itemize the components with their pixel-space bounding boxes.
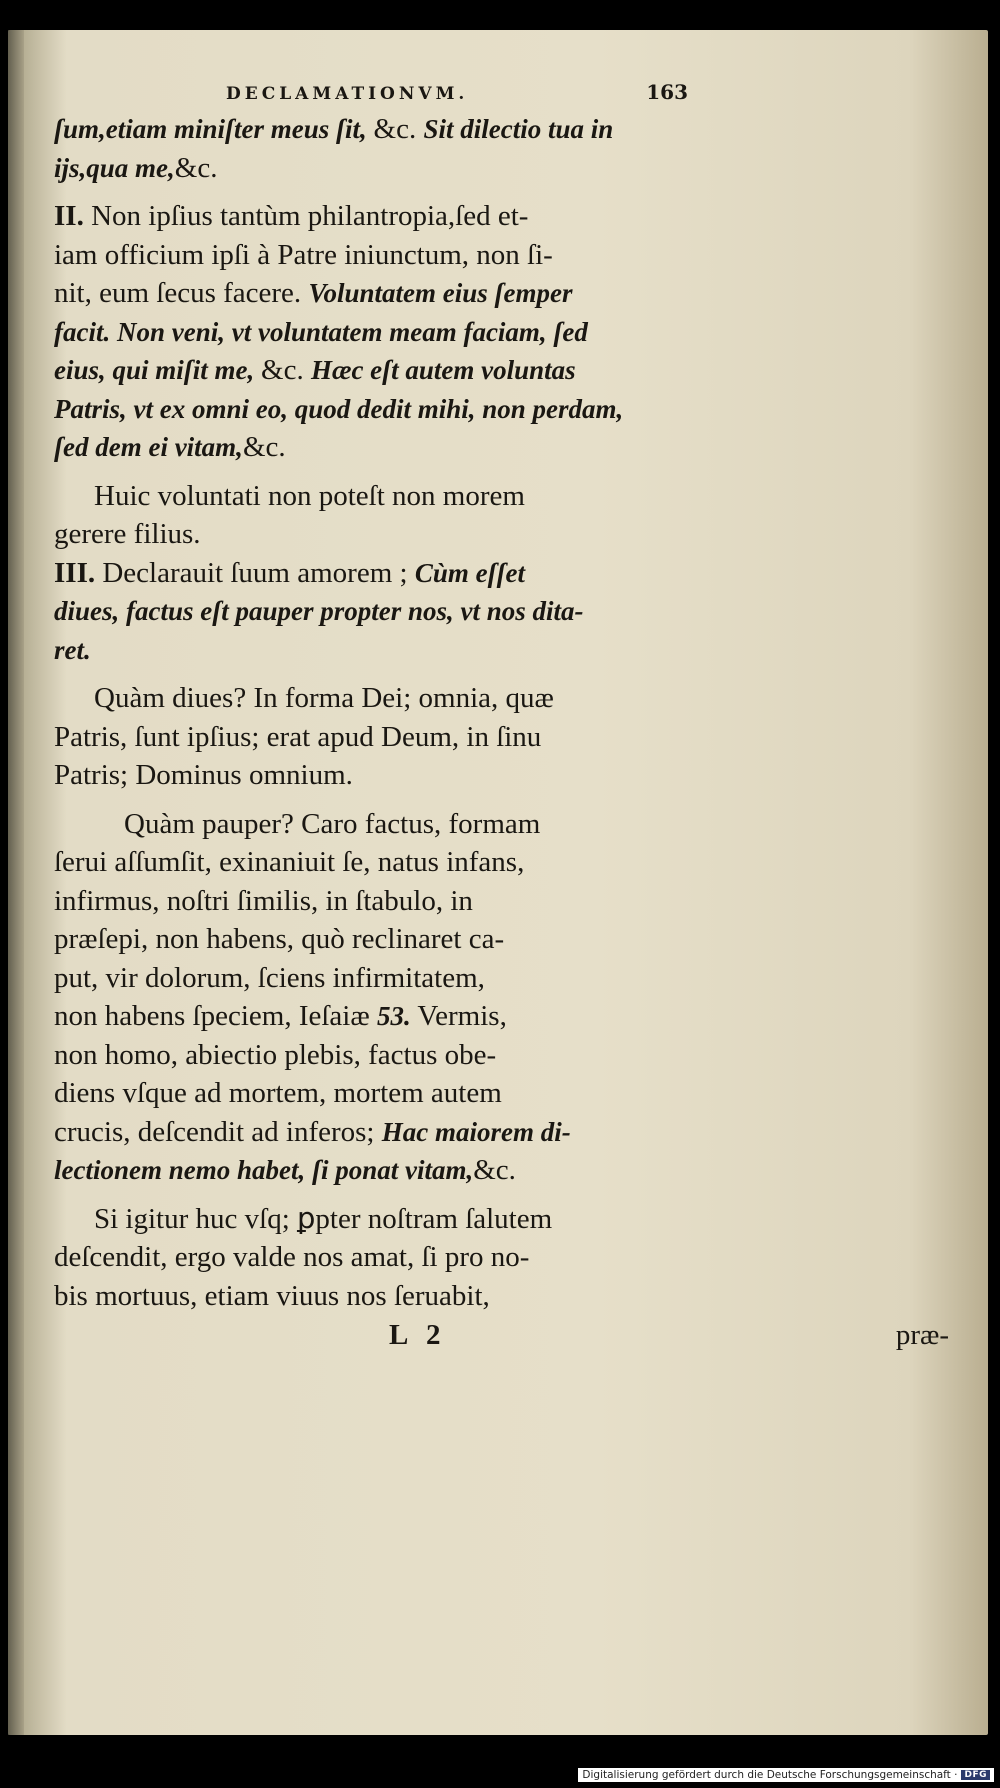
roman-segment: II. (54, 200, 92, 232)
roman-segment: Quàm diues? In forma Dei; omnia, quæ (94, 682, 554, 714)
text-line (54, 1074, 694, 1113)
page-gutter-shadow (8, 30, 24, 1735)
text-line (54, 236, 694, 275)
roman-segment: put, vir dolorum, ſciens infirmitatem, (54, 961, 485, 994)
text-line (54, 997, 694, 1036)
text-line (54, 313, 694, 352)
italic-segment: ret. (54, 634, 91, 665)
roman-segment: ſerui aſſumſit, exinaniuit ſe, natus infans, (54, 846, 525, 878)
text-line (54, 631, 694, 670)
text-line (54, 959, 694, 998)
roman-segment: III. (54, 556, 103, 589)
text-line (54, 428, 694, 467)
roman-segment: Si igitur huc vſq; ꝑpter noſtram ſalutem (94, 1202, 553, 1235)
page-foot (54, 1319, 949, 1352)
text-line (54, 843, 694, 882)
credit-text: Digitalisierung gefördert durch die Deutsche Forschungsgemeinschaft · (582, 1769, 958, 1781)
page-number: 163 (646, 80, 688, 104)
roman-segment: &c. (261, 354, 311, 386)
text-line (54, 1200, 694, 1239)
roman-segment: infirmus, noſtri ſimilis, in ſtabulo, in (54, 884, 473, 917)
roman-segment: iam officium ipſi à Patre iniunctum, non ſi- (54, 238, 553, 271)
text-line (54, 592, 694, 631)
roman-segment: Non ipſius tantùm philantropia,ſed et- (91, 200, 529, 232)
page-text-block (54, 80, 949, 1352)
italic-segment: ſed dem ei vitam, (54, 432, 243, 462)
running-head (54, 80, 694, 104)
digitization-credit (578, 1768, 994, 1782)
roman-segment: Huic voluntati non poteſt non morem (94, 479, 525, 512)
roman-segment: &c. (174, 151, 218, 184)
roman-segment: Vermis, (410, 1000, 507, 1032)
running-head-title: DECLAMATIONVM. (226, 84, 469, 104)
dfg-logo: DFG (961, 1770, 990, 1780)
text-line (54, 515, 694, 554)
body-text (54, 110, 694, 1315)
italic-segment: Patris, vt ex omni eo, quod dedit mihi, non perdam, (54, 393, 624, 424)
text-line (54, 274, 694, 313)
roman-segment: non habens ſpeciem, Ieſaiæ (54, 1000, 377, 1032)
text-line (54, 805, 694, 844)
text-line (54, 197, 694, 236)
text-line (54, 882, 694, 921)
roman-segment: Patris; Dominus omnium. (54, 759, 353, 791)
italic-segment: facit. Non veni, vt voluntatem meam faciam, ſed (54, 316, 588, 347)
roman-segment: &c. (373, 113, 424, 145)
text-line (54, 718, 694, 757)
text-line (54, 110, 694, 149)
text-line (54, 1113, 694, 1152)
catchword: præ- (895, 1319, 949, 1351)
text-line (54, 554, 694, 593)
roman-segment: præſepi, non habens, quò reclinaret ca- (54, 923, 505, 955)
italic-segment: Cùm eſſet (414, 557, 526, 588)
roman-segment: gerere filius. (54, 518, 201, 550)
italic-segment: ijs,qua me, (54, 152, 175, 183)
text-line (54, 351, 694, 390)
text-line (54, 477, 694, 516)
text-line (54, 390, 694, 429)
roman-segment: diens vſque ad mortem, mortem autem (54, 1077, 502, 1109)
roman-segment: Patris, ſunt ipſius; erat apud Deum, in ſinu (54, 720, 542, 753)
text-line (54, 149, 694, 188)
roman-segment: Declarauit ſuum amorem ; (102, 556, 415, 589)
italic-segment: Hac maiorem di- (381, 1116, 571, 1147)
text-line (54, 1277, 694, 1316)
roman-segment: &c. (473, 1154, 516, 1186)
roman-segment: non homo, abiectio plebis, factus obe- (54, 1038, 497, 1071)
roman-segment: deſcendit, ergo valde nos amat, ſi pro no- (54, 1241, 530, 1273)
italic-segment: Sit dilectio tua in (423, 114, 614, 144)
italic-segment: 53. (376, 1001, 411, 1031)
text-line (54, 679, 694, 718)
roman-segment: Quàm pauper? Caro factus, formam (124, 807, 541, 840)
roman-segment: &c. (242, 431, 286, 463)
italic-segment: ſum,etiam miniſter meus ſit, (54, 114, 374, 144)
roman-segment: crucis, deſcendit ad inferos; (54, 1115, 382, 1148)
signature-mark: L 2 (389, 1319, 447, 1351)
text-line (54, 756, 694, 795)
text-line (54, 1151, 694, 1190)
italic-segment: eius, qui miſit me, (54, 355, 262, 385)
roman-segment: nit, eum ſecus facere. (54, 277, 309, 309)
text-line (54, 1036, 694, 1075)
text-line (54, 920, 694, 959)
italic-segment: Voluntatem eius ſemper (308, 278, 573, 308)
italic-segment: diues, factus eſt pauper propter nos, vt nos dita- (54, 596, 584, 626)
roman-segment: bis mortuus, etiam viuus nos ſeruabit, (54, 1279, 490, 1312)
italic-segment: lectionem nemo habet, ſi ponat vitam, (54, 1155, 474, 1185)
text-line (54, 1238, 694, 1277)
italic-segment: Hæc eſt autem voluntas (310, 355, 576, 385)
